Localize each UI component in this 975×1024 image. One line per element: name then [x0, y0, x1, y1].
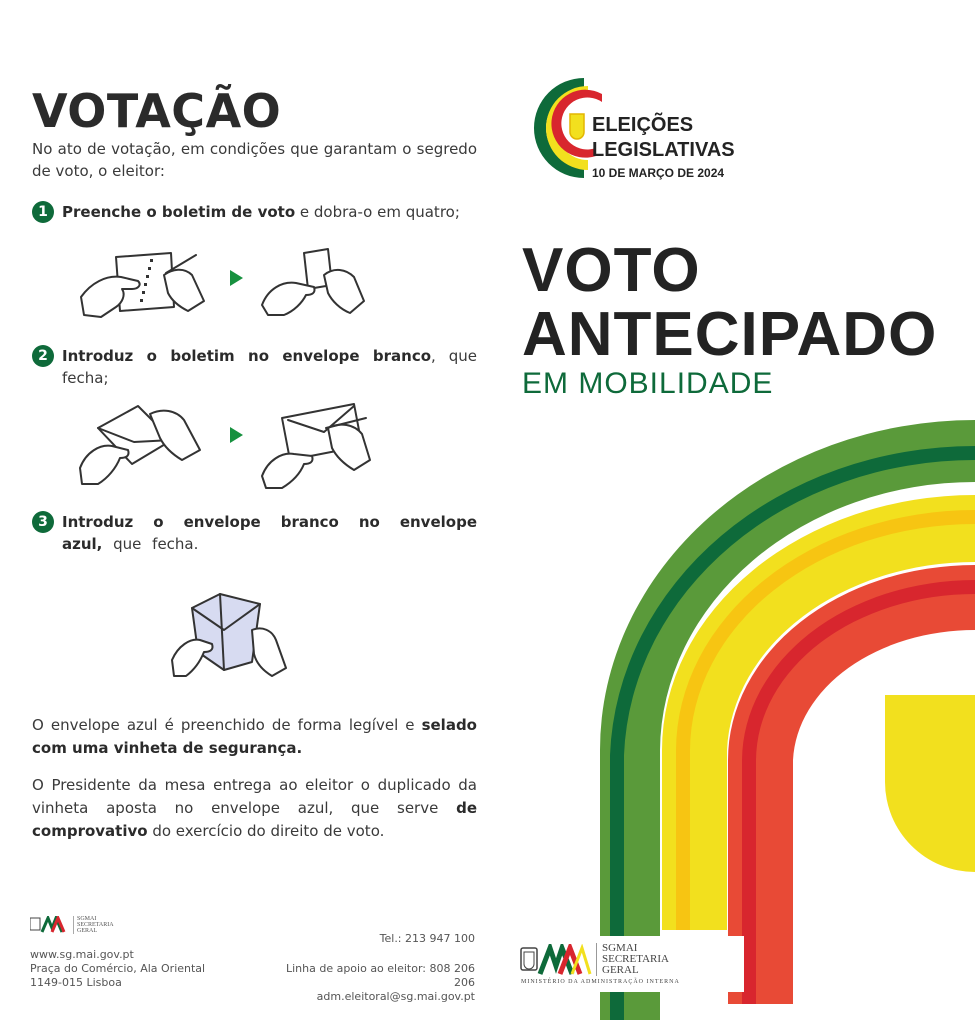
- step-bold-text: Preenche o boletim de voto: [62, 203, 296, 221]
- step-3: [32, 511, 477, 555]
- address-line-2: 1149-015 Lisboa: [30, 976, 122, 989]
- step-text: que fecha.: [102, 535, 199, 553]
- paragraph-text: O Presidente da mesa entrega ao eleitor o duplicado da vinheta aposta no envelope azul, que serve: [32, 776, 477, 817]
- rainbow-arches-graphic: [580, 420, 975, 1024]
- footer-sgmai-logo: [30, 916, 114, 934]
- hand-folding-ballot-illustration: [258, 245, 368, 320]
- sgmai-label: SGMAI: [602, 942, 638, 954]
- sgmai-emblem-icon: [520, 944, 592, 976]
- sgmai-emblem-icon: [30, 916, 70, 934]
- step-text: e dobra-o em quatro;: [295, 203, 460, 221]
- arrow-right-icon: [230, 427, 243, 443]
- logo-line-1: ELEIÇÕES: [592, 114, 694, 136]
- paragraph-seal: [32, 714, 477, 760]
- cover-subtitle: EM MOBILIDADE: [522, 367, 774, 400]
- intro-text: No ato de votação, em condições que garantam o segredo de voto, o eleitor:: [32, 140, 477, 180]
- hand-blue-envelope-illustration: [168, 590, 290, 680]
- step-number-badge: 1: [32, 201, 54, 223]
- geral-label: GERAL: [602, 964, 639, 976]
- footer-contact-left: [30, 948, 205, 990]
- arrow-right-icon: [230, 270, 243, 286]
- paragraph-bold: de comprovativo: [32, 799, 477, 840]
- logo-line-2: LEGISLATIVAS: [592, 139, 735, 161]
- ministry-label: MINISTÉRIO DA ADMINISTRAÇÃO INTERNA: [521, 979, 680, 985]
- paragraph-president: [32, 774, 477, 843]
- step-text: , que fecha;: [62, 347, 477, 387]
- cover-title-antecipado: ANTECIPADO: [522, 300, 938, 369]
- page-title: VOTAÇÃO: [32, 84, 282, 138]
- step-bold-text: Introduz o boletim no envelope branco: [62, 347, 432, 365]
- secretaria-label: SECRETARIA: [602, 953, 669, 965]
- email-link[interactable]: adm.eleitoral@sg.mai.gov.pt: [316, 990, 475, 1003]
- address-line-1: Praça do Comércio, Ala Oriental: [30, 962, 206, 975]
- hand-writing-envelope-illustration: [258, 398, 373, 490]
- paragraph-text: O envelope azul é preenchido de forma legível e: [32, 716, 422, 734]
- hand-inserting-envelope-illustration: [76, 398, 206, 488]
- helpline: Linha de apoio ao eleitor: 808 206 206: [285, 962, 475, 989]
- step-2: [32, 345, 477, 389]
- paragraph-bold: selado com uma vinheta de segurança.: [32, 716, 477, 757]
- website-link[interactable]: www.sg.mai.gov.pt: [30, 948, 134, 961]
- paragraph-text-end: do exercício do direito de voto.: [147, 822, 385, 840]
- sgmai-logo: [520, 943, 669, 976]
- step-bold-text: Introduz o envelope branco no envelope azul,: [62, 513, 477, 553]
- step-1: [32, 201, 477, 223]
- logo-date: 10 DE MARÇO DE 2024: [592, 166, 725, 180]
- portugal-shield-icon: [570, 114, 584, 139]
- phone-number: Tel.: 213 947 100: [379, 932, 475, 945]
- footer-contact-right: [280, 932, 475, 1004]
- hand-writing-ballot-illustration: [76, 245, 211, 320]
- secretaria-label: SECRETARIA: [77, 922, 114, 928]
- step-number-badge: 3: [32, 511, 54, 533]
- sgmai-label: SGMAI: [77, 916, 97, 922]
- geral-label: GERAL: [77, 928, 97, 934]
- step-number-badge: 2: [32, 345, 54, 367]
- cover-title-voto: VOTO: [522, 236, 701, 305]
